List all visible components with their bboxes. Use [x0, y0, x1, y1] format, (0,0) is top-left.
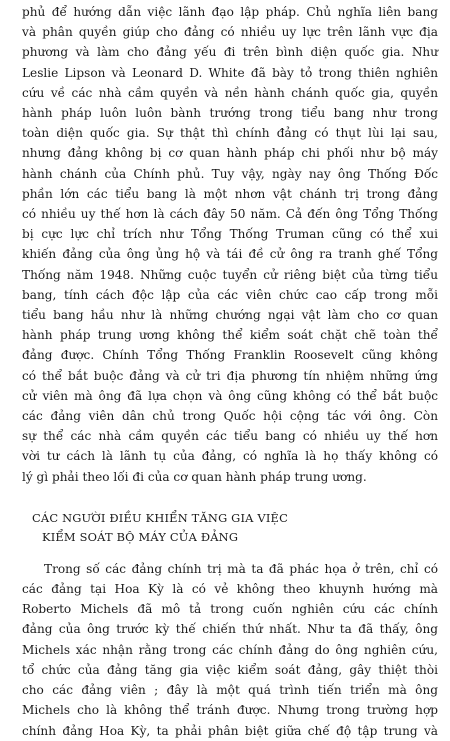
text-line: Michels xác nhận rằng trong các chính đảng do ông nghiên cứu,	[22, 642, 438, 657]
text-line: cử viên mà ông đã lựa chọn và ông cũng không có thể bắt buộc	[22, 388, 438, 403]
text-line: Roberto Michels đã mô tả trong cuốn nghiên cứu các chính	[22, 602, 438, 617]
text-line: tổ chức của đảng tăng gia việc kiểm soát đảng, gây thiệt thòi	[22, 662, 438, 677]
text-line: hành chánh của Chính phủ. Tuy vậy, ngày nay ông Thống Đốc	[22, 166, 438, 181]
text-line: hành pháp trung ương không thể kiểm soát chặt chẽ toàn thể	[22, 328, 438, 343]
text-line: Thống năm 1948. Những cuộc tuyển cử riêng biệt của từng tiểu	[22, 267, 438, 282]
section-heading-line-2: KIỂM SOÁT BỘ MÁY CỦA ĐẢNG	[42, 529, 239, 544]
text-line: bị cực lực chỉ trích như Tổng Thống Truman cũng có thể xui	[22, 227, 438, 242]
text-line: có thể bắt buộc đảng và cử tri địa phương tín nhiệm những ứng	[22, 368, 438, 383]
text-line: Leslie Lipson và Leonard D. White đã bày tỏ trong thiên nghiên	[22, 65, 438, 80]
text-line: đảng của ông trước kỳ thế chiến thứ nhất. Như ta đã thấy, ông	[22, 622, 438, 637]
text-line: các đảng tại Hoa Kỳ là có vẻ không theo khuynh hướng mà	[22, 582, 438, 597]
text-line: cứu về các nhà cầm quyền và nền hành chánh quốc gia, quyền	[22, 85, 438, 100]
text-line: sự thể các nhà cầm quyền các tiểu bang có nhiều uy thế hơn	[22, 429, 438, 444]
text-line: bang, tính cách độc lập của các viên chức cao cấp trong mỗi	[22, 287, 438, 302]
text-line: hành pháp luôn luôn bành trướng trong tiểu bang như trong	[22, 106, 438, 121]
text-line: chính đảng Hoa Kỳ, ta phải phân biệt giữa chế độ tập trung và	[22, 723, 438, 738]
text-line: lý gì phải theo lối đi của cơ quan hành pháp trung ương.	[22, 469, 367, 484]
text-line: Michels cho là không thể tránh được. Nhưng trong trường hợp	[22, 703, 438, 718]
text-line: có nhiều uy thế hơn là cách đây 50 năm. Cả đến ông Tổng Thống	[22, 207, 438, 222]
text-line: cho các đảng viên ; đây là một quá trình tiến triển mà ông	[22, 683, 438, 698]
text-line: vời tư cách là lãnh tụ của đảng, có nghĩa là họ thấy không có	[22, 449, 438, 464]
section-heading	[32, 509, 438, 547]
text-line: Trong số các đảng chính trị mà ta đã phác họa ở trên, chỉ có	[44, 561, 438, 576]
text-line: đảng được. Chính Tổng Thống Franklin Roosevelt cũng không	[22, 348, 438, 363]
body-paragraph-1	[22, 2, 438, 487]
text-line: phần lớn các tiểu bang là một nhơn vật chánh trị trong đảng	[22, 186, 438, 201]
text-line: nhưng đảng không bị cơ quan hành pháp chi phối như bộ máy	[22, 146, 438, 161]
text-line: toàn diện quốc gia. Sự thật thì chính đảng có thụt lùi lại sau,	[22, 126, 438, 141]
text-line: khiến đảng của ông ủng hộ và tái đề cử ông ra tranh ghế Tổng	[22, 247, 438, 262]
section-heading-line-1: CÁC NGƯỜI ĐIỀU KHIỂN TĂNG GIA VIỆC	[32, 510, 288, 525]
text-line: tiểu bang hầu như là những chướng ngại vật làm cho cơ quan	[22, 308, 438, 323]
text-line: các đảng viên dân chủ trong Quốc hội cộng tác với ông. Còn	[22, 409, 438, 424]
text-line: phủ để hướng dẫn việc lãnh đạo lập pháp. Chủ nghĩa liên bang	[22, 5, 438, 19]
text-line: và phân quyền giúp cho đảng có nhiều uy lực trên lãnh vực địa	[22, 25, 438, 40]
body-paragraph-2	[22, 559, 438, 741]
text-line: phương và làm cho đảng yếu đi trên bình diện quốc gia. Như	[22, 45, 438, 60]
